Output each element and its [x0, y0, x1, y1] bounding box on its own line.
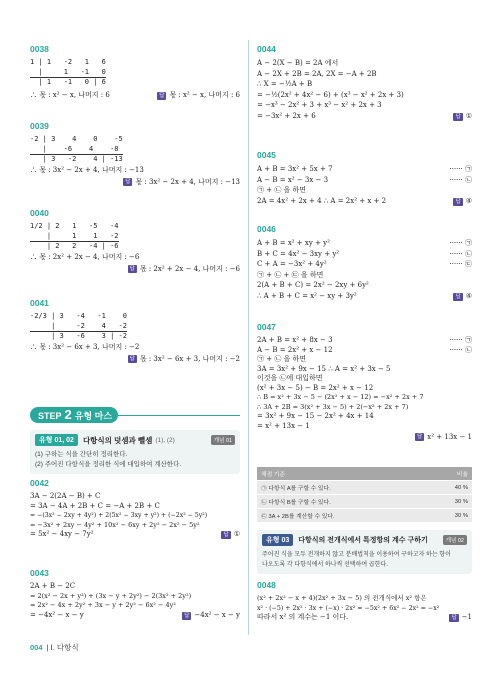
answer-text: ① — [465, 111, 472, 120]
solution-line: ∴ A + B + C = x² − xy + 3y² — [257, 291, 357, 300]
synth-row: | -6 4 -8 — [30, 144, 119, 153]
problem-0045 — [257, 150, 472, 206]
problem-0043 — [30, 568, 240, 620]
problem-number: 0039 — [30, 121, 49, 131]
result-line: ∴ 몫 : 3x² − 2x + 4, 나머지 : −13 — [30, 165, 144, 174]
solution-line: B + C = 4x² − 3xy + y² — [257, 249, 340, 258]
type-tag: 유형 01, 02 — [35, 434, 78, 446]
solution-line: = 3A − 4A + 2B + C = −A + 2B + C — [30, 501, 160, 510]
solution-line: = −(3x² − 2xy + 4y²) + 2(5x² − 3xy + y²) + (−2x² − 5y²) — [30, 512, 208, 519]
solution-line: 이것을 ㉡에 대입하면 — [257, 374, 323, 382]
answer-badge: 답 — [451, 615, 457, 621]
rating-criteria: ㉠ 다항식 A를 구할 수 있다. — [257, 481, 428, 495]
equation-mark: ······ ㉢ — [449, 260, 472, 268]
answer-text: 몫 : 2x² + 2x − 4, 나머지 : −6 — [139, 265, 240, 273]
equation-mark: ······ ㉡ — [449, 249, 472, 258]
synthetic-division — [30, 222, 240, 252]
solution-line: = 2x² − 4x + 2y² + 3x − y + 2y² − 6x² − 4y² — [30, 601, 176, 609]
solution-line: = 3x² + 9x − 15 − 2x² + 4x + 14 — [257, 412, 374, 420]
synth-row: | 3 -2 4 | -13 — [30, 155, 123, 163]
type-03-box — [257, 530, 472, 574]
problem-number: 0045 — [257, 150, 276, 160]
answer-badge: 답 — [416, 434, 423, 440]
rating-criteria: ㉢ 3A + 2B를 계산할 수 있다. — [257, 509, 428, 523]
table-row — [257, 481, 472, 495]
type-subtitle: (1), (2) — [155, 436, 175, 444]
solution-line: A − B = x² − 3x − 3 — [257, 175, 329, 184]
problem-0039 — [30, 121, 240, 187]
problem-number: 0043 — [30, 568, 49, 578]
synth-row: | 1 -1 0 — [30, 67, 106, 76]
problem-number: 0046 — [257, 224, 276, 234]
type-body-line: 주어진 식을 모두 전개하지 않고 분배법칙을 이용하여 구하고자 하는 항이 — [262, 552, 451, 558]
solution-line: A + B = x² + xy + y² — [257, 239, 330, 247]
answer-text: ④ — [465, 291, 472, 300]
step-number: 2 — [64, 407, 72, 422]
result-line: ∴ 몫 : x² − x, 나머지 : 6 — [30, 90, 110, 99]
step-pill — [30, 407, 118, 423]
answer-text: x² + 13x − 1 — [427, 433, 472, 441]
problem-number: 0044 — [257, 44, 276, 54]
answer-text: ④ — [465, 196, 472, 205]
synth-row: | 2 2 -4 | -6 — [30, 242, 119, 250]
equation-mark: ······ ㉡ — [449, 175, 472, 184]
synthetic-division — [30, 58, 240, 88]
table-row — [257, 509, 472, 523]
solution-line: ㉠ + ㉡ 을 하면 — [257, 355, 307, 363]
problem-0048 — [257, 580, 472, 623]
solution-line: A − B = 2x² + x − 12 — [257, 345, 333, 354]
problem-0038 — [30, 44, 240, 100]
answer-text: ① — [233, 530, 240, 538]
solution-line: ∴ 3A + 2B = 3(x² + 3x − 5) + 2(−x² + 2x + 7) — [257, 402, 409, 411]
problem-0040 — [30, 208, 240, 274]
type-title: 다항식의 덧셈과 뺄셈 — [82, 435, 153, 445]
solution-line: ㉠ + ㉡ 을 하면 — [257, 186, 307, 194]
problem-number: 0041 — [30, 298, 49, 308]
problem-0046 — [257, 224, 472, 301]
solution-line: 2A = 4x² + 2x + 4 ∴ A = 2x² + x + 2 — [257, 196, 387, 205]
solution-line: = 2(x² − 2x + y²) + (3x − y + 2y²) − 2(3x² + 2y²) — [30, 591, 192, 600]
table-row — [257, 495, 472, 509]
answer-badge: 답 — [223, 532, 229, 538]
solution-line: = −3x² + 2xy − 4y² + 10x² − 6xy + 2y² − 2x² − 5y² — [30, 520, 200, 529]
answer-badge: 답 — [184, 612, 190, 619]
problem-0044 — [257, 44, 472, 121]
solution-line: A + B = 3x² + 5x + 7 — [257, 165, 333, 173]
solution-line: = −3x² + 2x + 6 — [257, 111, 316, 120]
answer-text: −1 — [461, 613, 472, 621]
solution-line: (x² + 2x² − x + 4)(2x² + 3x − 5) 의 전개식에서 x² 항은 — [257, 594, 427, 602]
problem-number: 0048 — [257, 580, 276, 590]
solution-line: (x² + 3x − 5) − B = 2x² + x − 12 — [257, 383, 374, 392]
problem-number: 0047 — [257, 322, 276, 332]
answer-text: 몫 : x² − x, 나머지 : 6 — [169, 90, 240, 99]
type-title: 다항식의 전개식에서 특정항의 계수 구하기 — [298, 537, 428, 544]
synth-row: | 1 -1 0 | 6 — [30, 78, 106, 86]
answer-badge: 답 — [125, 179, 131, 185]
problem-number: 0040 — [30, 208, 49, 218]
solution-line: A − 2(X − B) = 2A 에서 — [257, 59, 339, 67]
column-divider — [248, 40, 249, 635]
step-title: 유형 마스 — [74, 411, 113, 421]
solution-line: 따라서 x² 의 계수는 −1 이다. — [257, 613, 349, 621]
answer-text: 몫 : 3x² − 2x + 4, 나머지 : −13 — [135, 178, 240, 186]
problem-0041 — [30, 298, 240, 364]
synthetic-division — [30, 312, 240, 342]
solution-line: = x² + 13x − 1 — [257, 421, 310, 430]
synth-row: 1/2 | 2 1 -5 -4 — [30, 222, 119, 230]
solution-line: ∴ X = −½A + B — [257, 80, 313, 88]
solution-line: 3A − 2(2A − B) + C — [30, 492, 101, 500]
step-label: STEP — [38, 411, 62, 421]
type-body-line: (1) 구하는 식을 간단히 정리한다. — [35, 451, 128, 458]
answer-badge: 답 — [455, 198, 461, 205]
synth-row: -2/3 | 3 -4 -1 0 — [30, 312, 127, 320]
problem-number: 0042 — [30, 478, 49, 488]
rating-ratio: 30 % — [428, 509, 472, 523]
type-tag: 유형 03 — [262, 534, 293, 546]
equation-mark: ······ ㉠ — [449, 336, 472, 344]
synth-row: -2 | 3 4 0 -5 — [30, 135, 123, 143]
rating-ratio: 30 % — [428, 495, 472, 509]
solution-line: = −½(2x² + 4x² − 6) + (x³ − x² + 2x + 3) — [257, 90, 404, 99]
solution-line: = −4x² − x − y — [30, 610, 84, 619]
answer-badge: 답 — [129, 266, 135, 272]
rating-header-ratio: 비율 — [428, 467, 472, 481]
equation-mark: ······ ㉠ — [449, 165, 472, 173]
solution-line: x² · (−5) + 2x² · 3x + (−x) · 2x² = −5x² + 6x² − 2x² = −x² — [257, 604, 440, 612]
solution-line: C + A = −3x² + 4y² — [257, 260, 327, 268]
synth-row: | 1 1 -2 — [30, 231, 119, 240]
solution-line: 2A + B = x² + 8x − 3 — [257, 336, 333, 344]
answer-badge: 답 — [455, 113, 461, 120]
concept-badge: 개념 02 — [443, 535, 467, 545]
answer-text: −4x² − x − y — [194, 610, 240, 619]
problem-0042 — [30, 478, 240, 540]
equation-mark: ······ ㉠ — [449, 239, 472, 247]
problem-number: 0038 — [30, 44, 49, 54]
synth-row: 1 | 1 -2 1 6 — [30, 58, 106, 66]
answer-badge: 답 — [455, 293, 461, 300]
answer-badge: 답 — [129, 356, 135, 362]
concept-badge: 개념 01 — [211, 435, 235, 445]
problem-0047 — [257, 322, 472, 441]
solution-line: ㉠ + ㉡ + ㉢ 을 하면 — [257, 270, 324, 279]
type-body-line: 나오도록 각 다항식에서 하나씩 선택하여 곱한다. — [262, 562, 388, 568]
result-line: ∴ 몫 : 3x² − 6x + 3, 나머지 : −2 — [30, 342, 140, 351]
answer-badge: 답 — [159, 92, 165, 99]
synth-row: | -2 4 -2 — [30, 321, 127, 330]
chapter-label: | Ⅰ. 다항식 — [46, 643, 79, 652]
solution-line: 2(A + B + C) = 2x² − 2xy + 6y² — [257, 281, 369, 289]
synth-row: | 3 -6 3 | -2 — [30, 332, 127, 340]
synthetic-division — [30, 135, 240, 165]
answer-text: 몫 : 3x² − 6x + 3, 나머지 : −2 — [139, 355, 240, 363]
solution-line: 2A + B − 2C — [30, 582, 76, 590]
type-body-line: (2) 주어진 다항식을 정리한 식에 대입하여 계산한다. — [35, 461, 182, 468]
solution-line: ∴ B = x² + 3x − 5 − (2x² + x − 12) = −x² + 2x + 7 — [257, 393, 424, 401]
solution-line: = −x³ − 2x² + 3 + x³ − x² + 2x + 3 — [257, 101, 382, 109]
rating-table — [257, 467, 472, 522]
equation-mark: ······ ㉡ — [449, 345, 472, 354]
rating-header-criteria: 채점 기준 — [257, 467, 428, 481]
solution-line: 3A = 3x² + 9x − 15 ∴ A = x² + 3x − 5 — [257, 364, 391, 373]
page-footer — [30, 642, 79, 653]
step-rule — [118, 415, 240, 416]
rating-criteria: ㉡ 다항식 B를 구할 수 있다. — [257, 495, 428, 509]
page-number: 004 — [30, 643, 43, 652]
solution-line: A − 2X + 2B = 2A, 2X = −A + 2B — [257, 69, 377, 78]
step-banner — [30, 407, 240, 423]
result-line: ∴ 몫 : 2x² + 2x − 4, 나머지 : −6 — [30, 252, 140, 261]
solution-line: = 5x² − 4xy − 7y² — [30, 530, 94, 538]
type-01-02-box — [30, 430, 240, 474]
rating-ratio: 40 % — [428, 481, 472, 495]
